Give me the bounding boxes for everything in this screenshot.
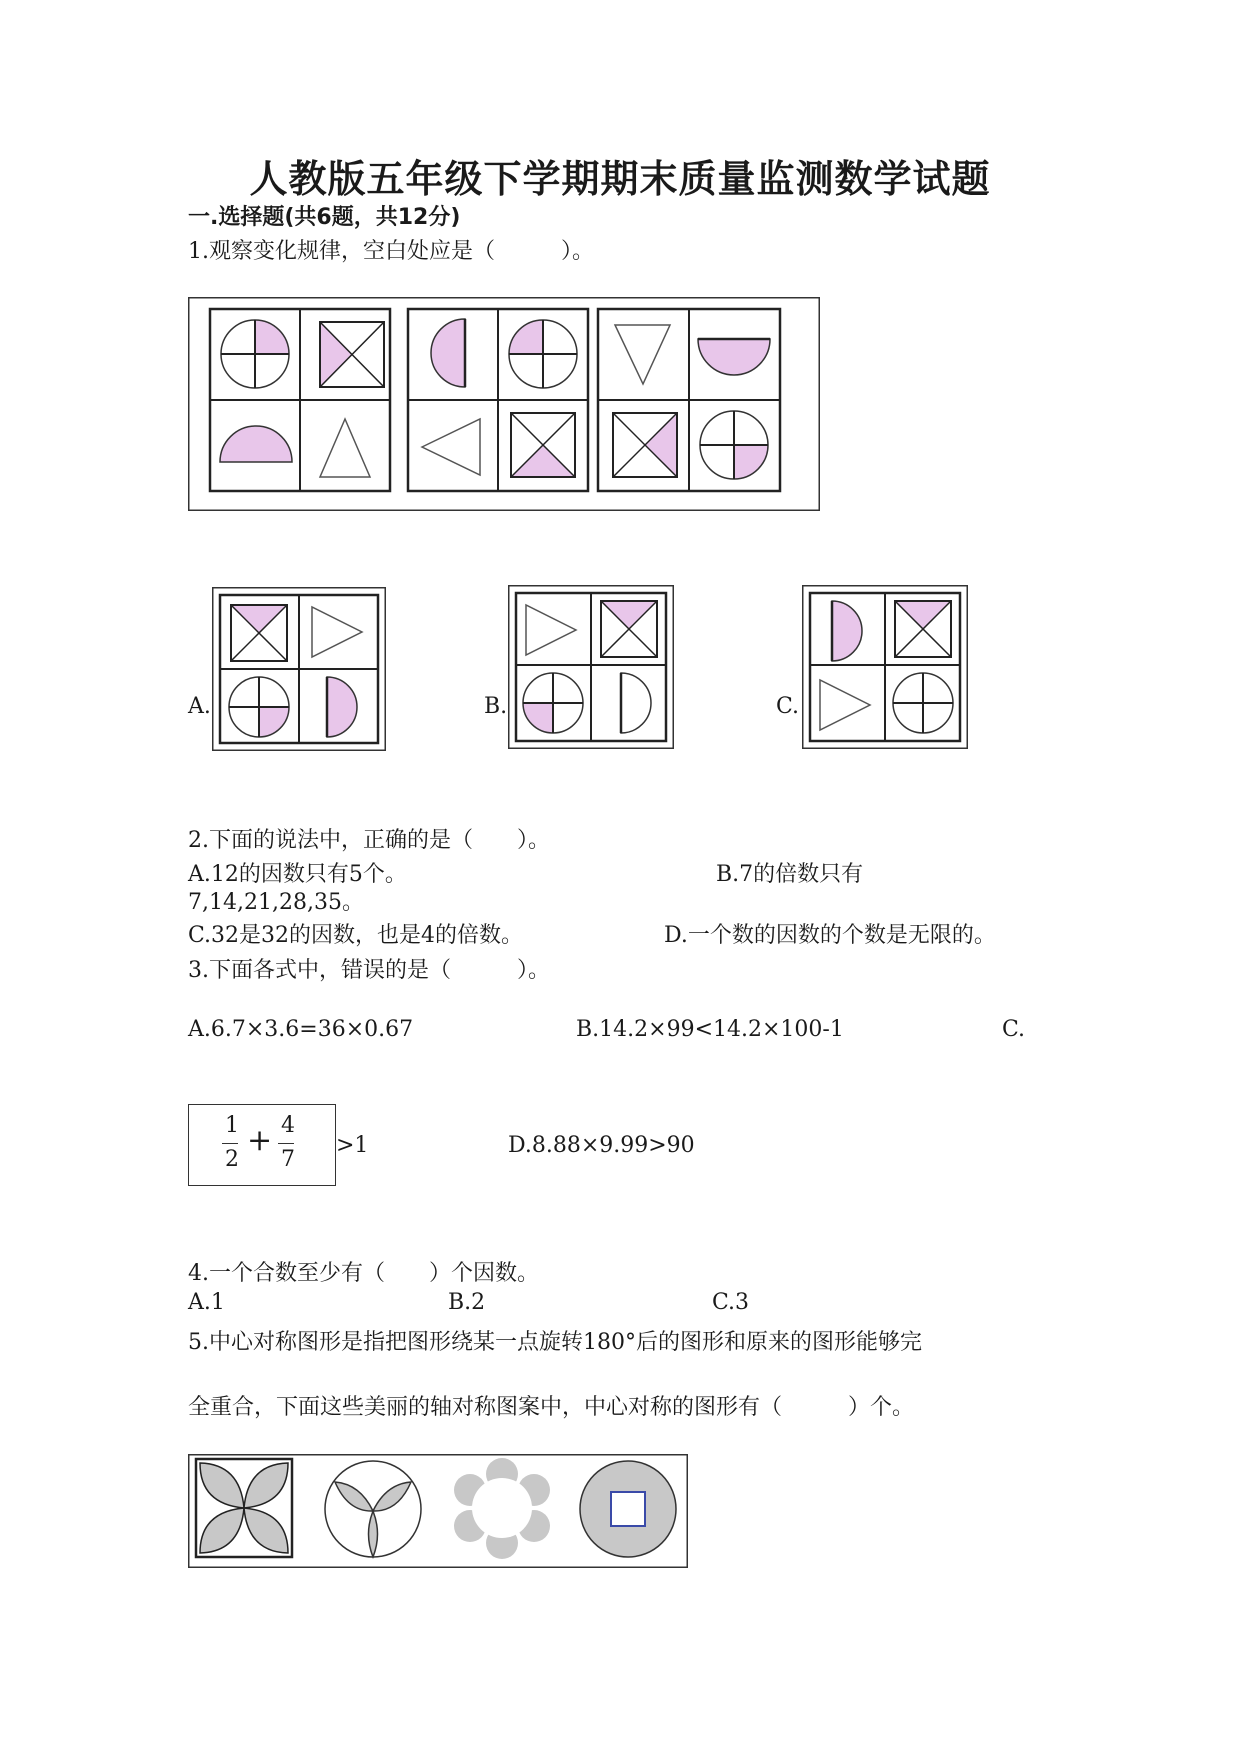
q5-stem-line-2: 全重合，下面这些美丽的轴对称图案中，中心对称的图形有（ ）个。 [188,1395,915,1420]
q2-option-c[interactable]: C.32是32的因数，也是4的倍数。 [188,923,524,948]
q4-option-a[interactable]: A.1 [188,1290,225,1315]
q2-option-a[interactable]: A.12的因数只有5个。 [188,862,407,887]
q2-stem: 2.下面的说法中，正确的是（ ）。 [188,828,550,853]
page-title: 人教版五年级下学期期末质量监测数学试题 [249,157,991,201]
q1-option-c-figure[interactable] [802,585,968,749]
q3-option-c-label[interactable]: C. [1002,1017,1026,1042]
q3-stem: 3.下面各式中，错误的是（ ）。 [188,958,550,983]
q4-option-c[interactable]: C.3 [712,1290,750,1315]
fraction-1-denominator: 2 [225,1147,239,1172]
q1-option-b-figure[interactable] [508,585,674,749]
q1-stem: 1.观察变化规律，空白处应是（ ）。 [188,239,594,264]
q5-stem-line-1: 5.中心对称图形是指把图形绕某一点旋转180°后的图形和原来的图形能够完 [188,1330,922,1355]
q3-option-a[interactable]: A.6.7×3.6=36×0.67 [188,1017,414,1042]
section-heading: 一.选择题(共6题，共12分) [188,205,461,230]
q4-option-b[interactable]: B.2 [448,1290,486,1315]
q3-option-c-tail: >1 [336,1133,369,1158]
four-petal-square-pattern [196,1459,292,1557]
q3-option-c-fraction-box [188,1104,336,1186]
q3-option-b[interactable]: B.14.2×99<14.2×100-1 [576,1017,844,1042]
fraction-2-numerator: 4 [281,1113,295,1138]
q2-option-b[interactable]: B.7的倍数只有 [716,862,864,887]
q4-stem: 4.一个合数至少有（ ）个因数。 [188,1261,539,1286]
fraction-2-bar [278,1143,294,1144]
q2-option-d[interactable]: D.一个数的因数的个数是无限的。 [664,923,996,948]
plus-sign: + [247,1123,273,1158]
fraction-1-bar [222,1143,238,1144]
fraction-2-denominator: 7 [281,1147,295,1172]
q3-option-d[interactable]: D.8.88×9.99>90 [508,1133,695,1158]
three-petal-circle-pattern [325,1461,421,1557]
q1-option-a-label[interactable]: A. [188,694,211,719]
q1-pattern-figure [188,297,820,511]
q1-option-b-label[interactable]: B. [484,694,508,719]
coin-square-hole-pattern [580,1461,676,1557]
q5-patterns-figure [188,1454,688,1568]
q1-option-c-label[interactable]: C. [776,694,800,719]
q1-option-a-figure[interactable] [212,587,386,751]
q2-option-b-continued: 7,14,21,28,35。 [188,890,364,915]
fraction-1-numerator: 1 [225,1113,239,1138]
